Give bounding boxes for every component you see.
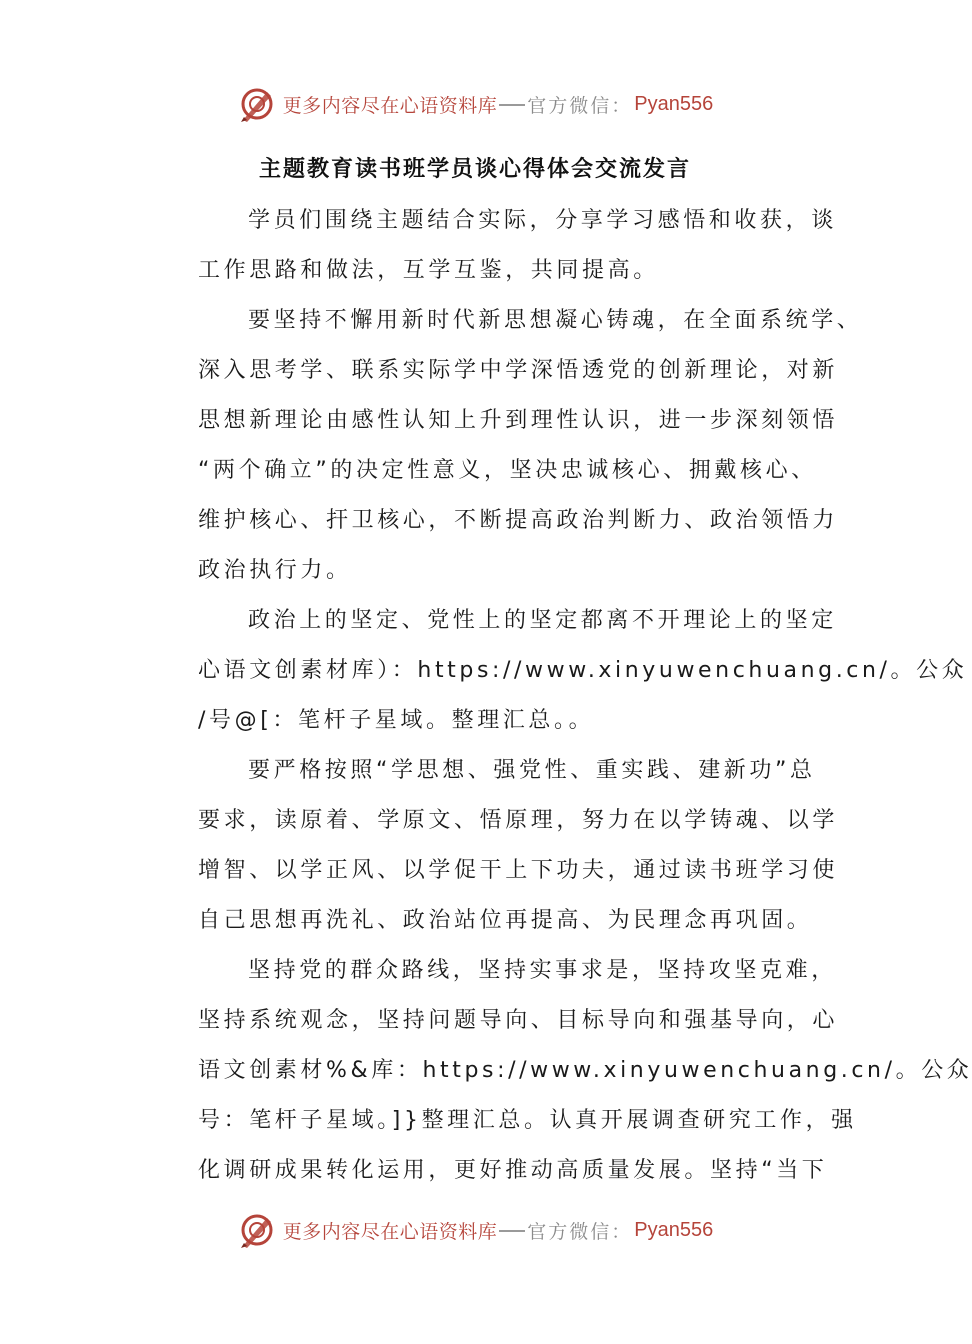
banner-official-text: 官方微信： <box>527 1220 633 1243</box>
paragraph-1 <box>146 196 837 296</box>
text-line: 要严格按照“学思想、强党性、重实践、建新功”总 <box>248 758 816 783</box>
text-line: 要坚持不懈用新时代新思想凝心铸魂，在全面系统学、 <box>248 308 863 333</box>
banner-official-text: 官方微信： <box>527 94 633 117</box>
text-line: /号@[：笔杆子星域。整理汇总。。 <box>198 708 595 733</box>
text-line: 思想新理论由感性认知上升到理性认识，进一步深刻领悟 <box>198 408 839 433</box>
text-line: 工作思路和做法，互学互鉴，共同提高。 <box>198 258 659 283</box>
banner-wechat-id: Pyan556 <box>634 92 714 115</box>
text-line: 政治执行力。 <box>198 558 352 583</box>
text-line: 自己思想再洗礼、政治站位再提高、为民理念再巩固。 <box>198 908 813 933</box>
footer-banner <box>0 1208 950 1252</box>
paragraph-3 <box>146 596 968 746</box>
banner-dash <box>499 1230 525 1232</box>
text-line: 坚持系统观念，坚持问题导向、目标导向和强基导向，心 <box>198 1008 839 1033</box>
header-banner <box>0 82 950 126</box>
text-line: 化调研成果转化运用，更好推动高质量发展。坚持“当下 <box>198 1158 828 1183</box>
text-line: 学员们围绕主题结合实际，分享学习感悟和收获，谈 <box>248 208 837 233</box>
banner-wechat-id: Pyan556 <box>634 1218 714 1241</box>
document-title: 主题教育读书班学员谈心得体会交流发言 <box>258 157 691 182</box>
paragraph-4 <box>146 746 839 946</box>
text-line: 坚持党的群众路线，坚持实事求是，坚持攻坚克难， <box>248 958 837 983</box>
pen-circle-logo-icon <box>237 84 277 124</box>
pen-circle-logo-icon <box>237 1210 277 1250</box>
paragraph-2 <box>146 296 863 596</box>
text-line: 心语文创素材库）：https://www.xinyuwenchuang.cn/。公众 <box>198 658 968 683</box>
banner-site-text: 更多内容尽在心语资料库 <box>282 1220 498 1243</box>
banner-dash <box>499 104 525 106</box>
text-line: “两个确立”的决定性意义，坚决忠诚核心、拥戴核心、 <box>198 458 817 483</box>
banner-site-text: 更多内容尽在心语资料库 <box>282 94 498 117</box>
paragraph-5 <box>146 946 972 1196</box>
text-line: 语文创素材%&库：https://www.xinyuwenchuang.cn/。公众 <box>198 1058 972 1083</box>
text-line: 增智、以学正风、以学促干上下功夫，通过读书班学习使 <box>198 858 839 883</box>
text-line: 号：笔杆子星域。]}整理汇总。认真开展调查研究工作，强 <box>198 1108 857 1133</box>
text-line: 政治上的坚定、党性上的坚定都离不开理论上的坚定 <box>248 608 837 633</box>
text-line: 要求，读原着、学原文、悟原理，努力在以学铸魂、以学 <box>198 808 839 833</box>
text-line: 维护核心、扞卫核心，不断提高政治判断力、政治领悟力 <box>198 508 839 533</box>
text-line: 深入思考学、联系实际学中学深悟透党的创新理论，对新 <box>198 358 839 383</box>
document-body <box>146 196 972 1196</box>
